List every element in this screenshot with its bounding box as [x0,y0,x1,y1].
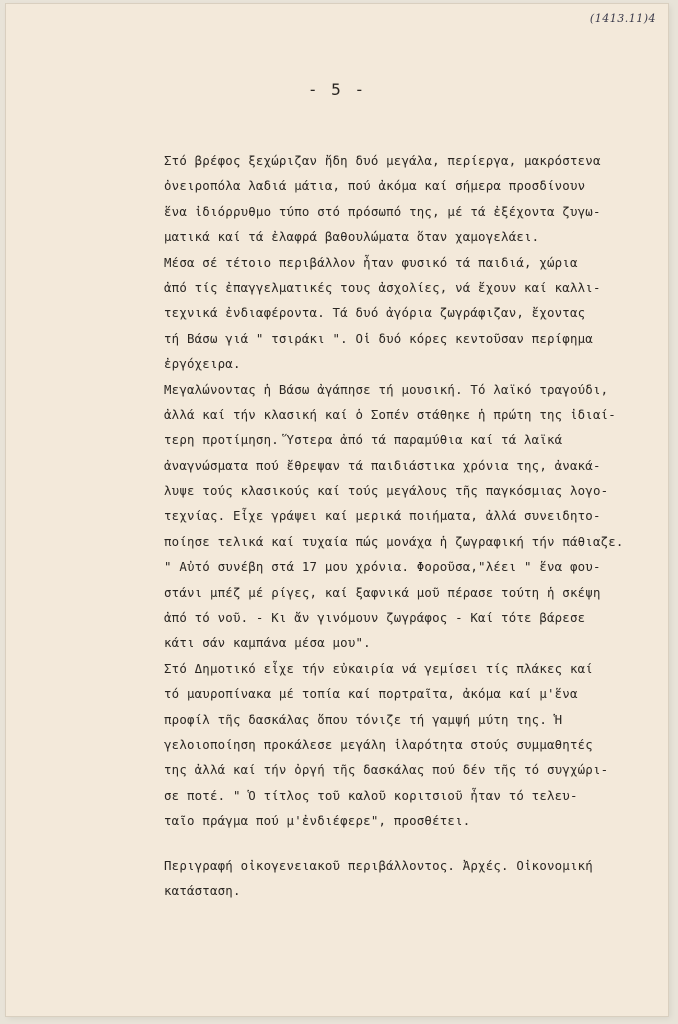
text-line: ὀνειροπόλα λαδιά μάτια, πού ἀκόμα καί σήμερα προσδίνουν [164,178,586,194]
text-line: " Αὐτό συνέβη στά 17 μου χρόνια. Φοροῦσα,"λέει " ἕνα φου- [164,559,601,575]
text-line: τή Βάσω γιά " τσιράκι ". Οἱ δυό κόρες κεντοῦσαν περίφημα [164,330,593,346]
page-number: - 5 - [307,80,367,99]
text-line: σε ποτέ. " Ὁ τίτλος τοῦ καλοῦ κοριτσιοῦ ἦταν τό τελευ- [164,787,578,803]
text-line: Στό βρέφος ξεχώριζαν ἤδη δυό μεγάλα, περίεργα, μακρόστενα [164,153,601,168]
text-line: ἀναγνώσματα πού ἔθρεψαν τά παιδιάστικα χρόνια της, ἀνακά- [164,457,601,473]
text-line: ἀπό τίς ἐπαγγελματικές τους ἀσχολίες, νά ἔχουν καί καλλι- [164,279,601,295]
text-line: ἕνα ἰδιόρρυθμο τύπο στό πρόσωπό της, μέ τά ἐξέχοντα ζυγω- [164,203,601,219]
summary-line: κατάσταση. [164,883,241,899]
text-line: ἀλλά καί τήν κλασική καί ὁ Σοπέν στάθηκε ἡ πρώτη της ἰδιαί- [164,406,616,422]
text-line: προφίλ τῆς δασκάλας ὅπου τόνιζε τή γαμψή μύτη της. Ἡ [164,711,563,727]
text-line: ἐργόχειρα. [164,356,241,372]
text-line: Μεγαλώνοντας ἡ Βάσω ἀγάπησε τή μουσική. Τό λαϊκό τραγούδι, [164,381,609,397]
document-page [6,4,668,1016]
text-line: ταῖο πράγμα πού μ'ἐνδιέφερε", προσθέτει. [164,813,471,829]
text-line: τό μαυροπίνακα μέ τοπία καί πορτραῖτα, ἀκόμα καί μ'ἕνα [164,686,578,702]
text-line: τεχνίας. Εἶχε γράψει καί μερικά ποιήματα, ἀλλά συνειδητο- [164,508,601,524]
section-summary [164,853,644,904]
text-line: λυψε τούς κλασικούς καί τούς μεγάλους τῆς παγκόσμιας λογο- [164,483,609,499]
summary-line: Περιγραφή οἰκογενειακοῦ περιβάλλοντος. Ἀρχές. Οἰκονομική [164,858,593,873]
text-line: κάτι σάν καμπάνα μέσα μου". [164,635,371,651]
text-line: τερη προτίμηση. Ὕστερα ἀπό τά παραμύθια καί τά λαϊκά [164,432,563,448]
text-line: Στό Δημοτικό εἶχε τήν εὐκαιρία νά γεμίσει τίς πλάκες καί [164,660,593,676]
text-line: τεχνικά ἐνδιαφέροντα. Τά δυό ἀγόρια ζωγράφιζαν, ἔχοντας [164,305,586,321]
text-line: στάνι μπέζ μέ ρίγες, καί ξαφνικά μοῦ πέρασε τούτη ἡ σκέψη [164,584,601,600]
text-line: ἀπό τό νοῦ. - Κι ἄν γινόμουν ζωγράφος - Καί τότε βάρεσε [164,610,586,626]
text-line: ματικά καί τά ἐλαφρά βαθουλώματα ὅταν χαμογελάει. [164,229,540,245]
text-line: γελοιοποίηση προκάλεσε μεγάλη ἱλαρότητα στούς συμμαθητές [164,736,593,752]
text-line: ποίησε τελικά καί τυχαία πώς μονάχα ἡ ζωγραφική τήν πάθιαζε. [164,533,624,549]
text-line: της ἀλλά καί τήν ὀργή τῆς δασκάλας πού δέν τῆς τό συγχώρι- [164,762,609,778]
handwritten-annotation: (1413.11)4 [589,12,656,25]
body-text [164,148,634,834]
text-line: Μέσα σέ τέτοιο περιβάλλον ἦταν φυσικό τά παιδιά, χώρια [164,254,578,270]
